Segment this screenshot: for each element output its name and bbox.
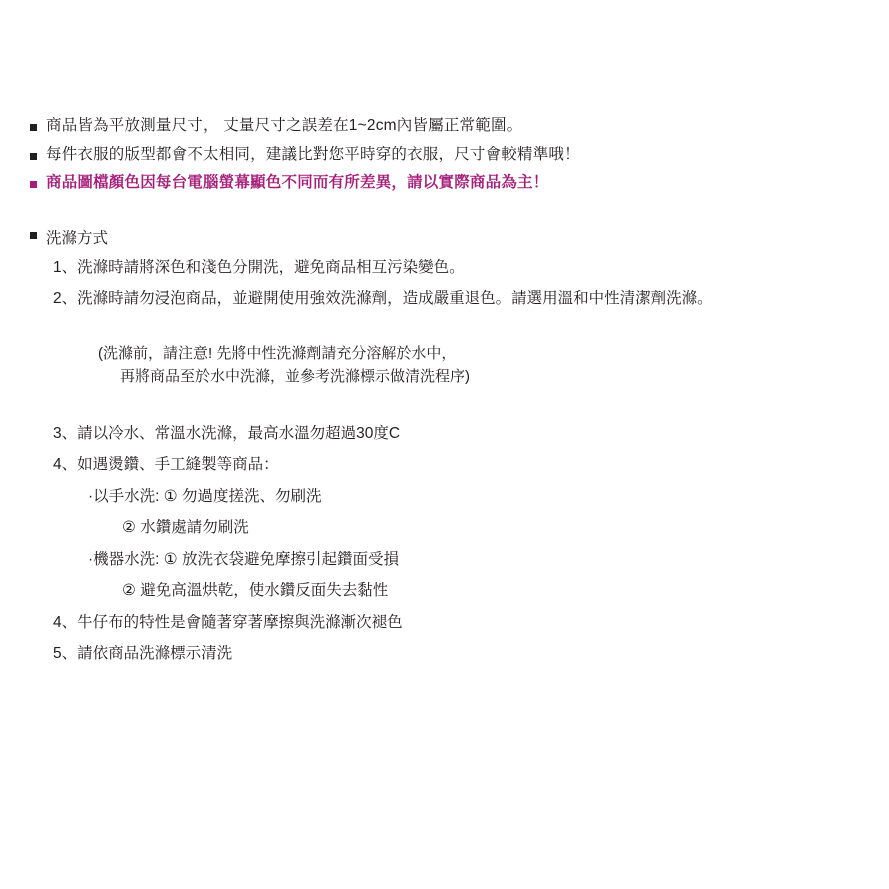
wash-instruction-list [30, 260, 889, 307]
machine-wash-line-2: ② 避免高溫烘乾，使水鑽反面失去黏性 [122, 582, 389, 599]
wash-note-line-1: (洗滌前，請注意! 先將中性洗滌劑請充分溶解於水中， [98, 344, 457, 362]
wash-section-heading [30, 226, 889, 248]
note-text: 每件衣服的版型都會不太相同，建議比對您平時穿的衣服，尺寸會較精準哦！ [46, 145, 580, 163]
square-bullet-icon [30, 232, 37, 239]
list-item: 2、洗滌時請勿浸泡商品，並避開使用強效洗滌劑，造成嚴重退色。請選用溫和中性清潔劑洗滌。 [53, 290, 713, 307]
wash-instruction-list-2 [30, 426, 889, 473]
note-text: 商品圖檔顏色因每台電腦螢幕顯色不同而有所差異，請以實際商品為主！ [46, 174, 549, 191]
hand-wash-line-1: ·以手水洗: ① 勿過度搓洗、勿刷洗 [88, 487, 322, 505]
wash-note [30, 319, 889, 412]
note-line-2 [30, 147, 889, 163]
list-item: 1、洗滌時請將深色和淺色分開洗，避免商品相互污染變色。 [53, 258, 465, 276]
wash-note-line-2: 再將商品至於水中洗滌，並參考洗滌標示做清洗程序) [120, 368, 470, 385]
note-text: 商品皆為平放測量尺寸， 丈量尺寸之誤差在1~2cm內皆屬正常範圍。 [46, 117, 523, 134]
hand-wash-line-2: ② 水鑽處請勿刷洗 [122, 519, 249, 536]
list-item: 5、請依商品洗滌標示清洗 [53, 645, 233, 662]
list-item: 3、請以冷水、常溫水洗滌，最高水溫勿超過30度C [53, 424, 401, 442]
wash-section-title: 洗滌方式 [46, 229, 109, 247]
square-bullet-icon [30, 181, 37, 188]
wash-instruction-list-3 [30, 615, 889, 662]
list-item: 4、牛仔布的特性是會隨著穿著摩擦與洗滌漸次褪色 [53, 613, 403, 631]
square-bullet-icon [30, 153, 37, 160]
square-bullet-icon [30, 124, 37, 131]
note-line-1 [30, 118, 889, 134]
list-item: 4、如遇燙鑽、手工縫製等商品： [53, 456, 279, 473]
machine-wash-line-1: ·機器水洗: ① 放洗衣袋避免摩擦引起鑽面受損 [88, 550, 399, 568]
note-line-3 [30, 175, 889, 191]
